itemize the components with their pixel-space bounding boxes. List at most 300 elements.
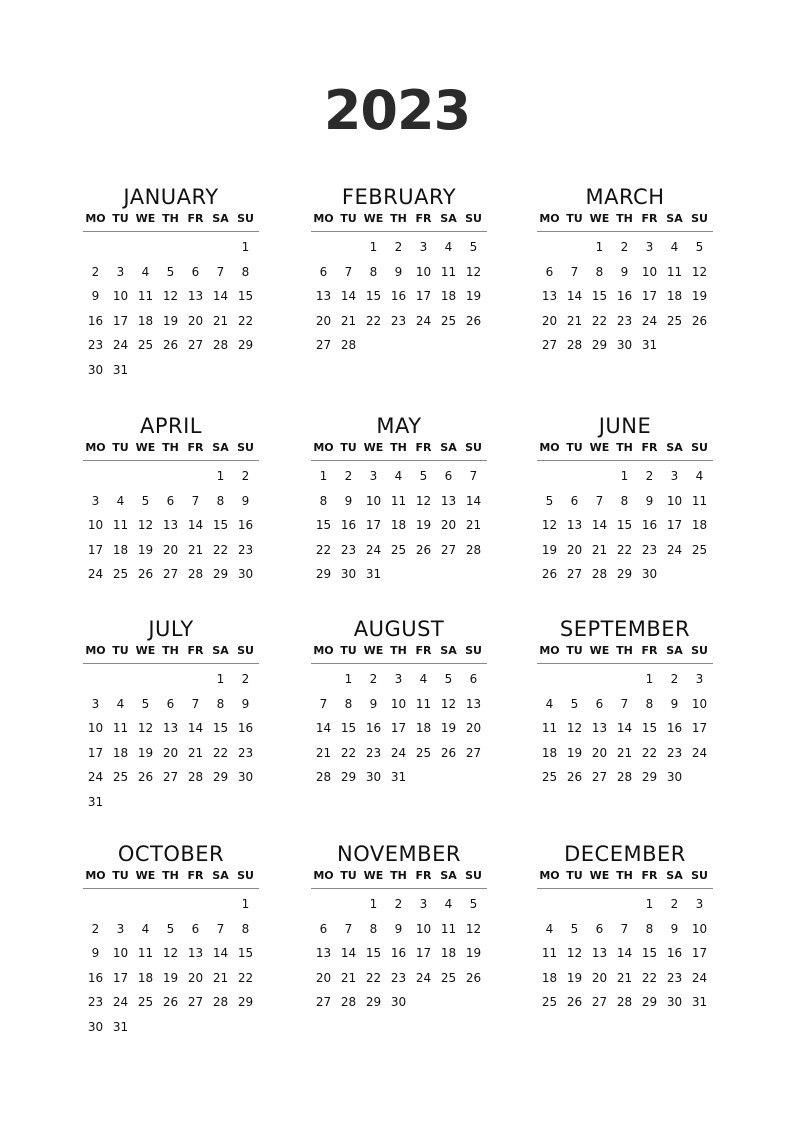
day-cell: 10 [390,696,407,711]
month-grid [537,643,713,803]
day-cell: 30 [340,567,357,582]
day-cell: 23 [666,745,683,760]
day-cell: 29 [212,567,229,582]
day-cell: 24 [87,567,104,582]
day-cell: 15 [591,289,608,304]
weekday-label: FR [415,212,432,225]
day-cell: 19 [137,745,154,760]
day-cell: 24 [691,745,708,760]
day-cell: 6 [319,264,328,279]
day-cell: 15 [237,289,254,304]
month-title: DECEMBER [564,842,686,866]
weekday-label: TU [340,212,357,225]
day-cell: 24 [87,770,104,785]
weekday-label: TH [162,869,179,882]
day-cell: 31 [112,363,129,377]
day-cell: 25 [415,745,432,760]
weekday-label: TU [566,441,583,454]
weekday-label: TU [566,869,583,882]
month-title: MARCH [585,185,665,209]
day-cell: 12 [541,518,558,533]
day-cell: 11 [137,946,154,961]
day-cell: 14 [340,289,357,304]
weekday-label: TU [112,644,129,657]
day-cell: 15 [365,289,382,304]
day-cell: 24 [365,542,382,557]
day-cell: 29 [641,770,658,785]
day-cell: 1 [369,240,378,254]
day-cell: 5 [695,240,704,254]
weekday-divider [537,888,713,889]
day-cell: 13 [315,946,332,961]
day-cell: 11 [415,696,432,711]
weekday-label: SA [212,644,229,657]
day-cell: 29 [616,567,633,582]
day-cell: 10 [641,264,658,279]
day-cell: 22 [237,970,254,985]
day-cell: 22 [315,542,332,557]
day-cell: 22 [616,542,633,557]
day-cell: 13 [162,721,179,736]
day-cell: 24 [666,542,683,557]
month-august [311,615,487,803]
day-cell: 26 [440,745,457,760]
day-cell: 6 [595,696,604,711]
day-cell: 19 [137,542,154,557]
day-cell: 29 [237,338,254,353]
day-cell: 6 [166,493,175,508]
weekday-divider [83,231,259,232]
day-cell: 8 [216,493,225,508]
day-cell: 31 [112,1020,129,1034]
month-grid [311,211,487,371]
day-cell: 20 [541,313,558,328]
day-cell: 2 [394,897,403,911]
weekday-label: WE [135,441,156,454]
day-cell: 30 [666,995,683,1010]
weekday-label: MO [539,212,560,225]
month-grid [83,643,259,809]
day-cell: 4 [116,696,125,711]
day-cell: 22 [212,542,229,557]
day-cell: 16 [390,289,407,304]
month-june [537,412,713,600]
day-cell: 19 [566,745,583,760]
day-cell: 6 [469,672,478,686]
day-cell: 8 [241,264,250,279]
day-cell: 27 [162,770,179,785]
day-cell: 9 [394,264,403,279]
day-cell: 23 [87,338,104,353]
weekday-label: MO [313,869,334,882]
day-cell: 27 [440,542,457,557]
day-cell: 9 [241,493,250,508]
day-cell: 25 [691,542,708,557]
day-cell: 3 [116,921,125,936]
day-cell: 13 [591,946,608,961]
day-cell: 7 [319,696,328,711]
day-cell: 7 [344,921,353,936]
day-cell: 9 [394,921,403,936]
day-cell: 29 [340,770,357,785]
month-april [83,412,259,600]
day-cell: 23 [616,313,633,328]
month-title: NOVEMBER [337,842,461,866]
day-cell: 24 [415,313,432,328]
day-cell: 8 [344,696,353,711]
day-cell: 26 [137,567,154,582]
weekday-divider [537,663,713,664]
day-cell: 27 [591,770,608,785]
weekday-label: WE [363,441,384,454]
day-cell: 21 [187,745,204,760]
day-cell: 16 [616,289,633,304]
day-cell: 2 [91,264,100,279]
day-cell: 17 [112,313,129,328]
weekday-label: FR [641,644,658,657]
month-july [83,615,259,809]
day-cell: 18 [112,745,129,760]
day-cell: 30 [87,363,104,377]
day-cell: 10 [87,518,104,533]
month-title: SEPTEMBER [559,617,691,641]
weekday-label: SU [691,869,708,882]
day-cell: 3 [116,264,125,279]
weekday-label: MO [539,869,560,882]
day-cell: 27 [187,995,204,1010]
day-cell: 15 [365,946,382,961]
day-cell: 6 [191,264,200,279]
day-cell: 12 [440,696,457,711]
day-cell: 23 [237,745,254,760]
day-cell: 17 [415,289,432,304]
day-cell: 20 [187,313,204,328]
day-cell: 13 [541,289,558,304]
day-cell: 18 [415,721,432,736]
day-cell: 5 [570,696,579,711]
day-cell: 3 [91,493,100,508]
day-cell: 15 [315,518,332,533]
day-cell: 22 [591,313,608,328]
day-cell: 7 [595,493,604,508]
weekday-label: SA [666,441,683,454]
day-cell: 14 [212,289,229,304]
day-cell: 14 [591,518,608,533]
month-title: JUNE [598,414,652,438]
day-cell: 17 [390,721,407,736]
day-cell: 21 [616,970,633,985]
weekday-label: SU [465,441,482,454]
day-cell: 29 [591,338,608,353]
weekday-label: SA [666,212,683,225]
day-cell: 6 [570,493,579,508]
day-cell: 6 [595,921,604,936]
weekday-label: SU [691,212,708,225]
weekday-label: TH [390,869,407,882]
day-cell: 19 [440,721,457,736]
day-cell: 7 [570,264,579,279]
day-cell: 15 [616,518,633,533]
day-cell: 14 [212,946,229,961]
day-cell: 4 [141,264,150,279]
weekday-label: SU [237,441,254,454]
day-cell: 20 [162,745,179,760]
day-cell: 3 [645,240,654,254]
weekday-label: SU [465,212,482,225]
day-cell: 26 [415,542,432,557]
day-cell: 8 [319,493,328,508]
day-cell: 8 [595,264,604,279]
day-cell: 21 [566,313,583,328]
month-grid [311,643,487,803]
day-cell: 19 [541,542,558,557]
day-cell: 14 [616,946,633,961]
day-cell: 13 [187,289,204,304]
day-cell: 23 [390,313,407,328]
day-cell: 11 [137,289,154,304]
month-title: JANUARY [123,185,219,209]
day-cell: 10 [112,289,129,304]
day-cell: 30 [616,338,633,353]
day-cell: 9 [91,289,100,304]
day-cell: 16 [390,946,407,961]
weekday-label: TU [566,644,583,657]
day-cell: 15 [340,721,357,736]
day-cell: 15 [237,946,254,961]
day-cell: 25 [137,338,154,353]
day-cell: 16 [87,970,104,985]
month-grid [311,868,487,1028]
weekday-label: MO [539,441,560,454]
day-cell: 23 [87,995,104,1010]
weekday-divider [311,231,487,232]
month-january [83,183,259,377]
day-cell: 11 [666,264,683,279]
day-cell: 8 [369,921,378,936]
month-october [83,840,259,1034]
day-cell: 11 [691,493,708,508]
day-cell: 21 [340,313,357,328]
day-cell: 30 [237,567,254,582]
weekday-divider [83,888,259,889]
weekday-divider [311,888,487,889]
day-cell: 18 [137,313,154,328]
day-cell: 23 [340,542,357,557]
day-cell: 10 [112,946,129,961]
day-cell: 5 [570,921,579,936]
day-cell: 14 [465,493,482,508]
day-cell: 17 [415,946,432,961]
day-cell: 28 [616,995,633,1010]
day-cell: 1 [595,240,604,254]
day-cell: 30 [390,995,407,1010]
weekday-label: SA [440,441,457,454]
day-cell: 15 [212,518,229,533]
weekday-label: FR [187,441,204,454]
day-cell: 4 [444,240,453,254]
month-grid [537,211,713,371]
day-cell: 23 [390,970,407,985]
weekday-label: TU [112,441,129,454]
day-cell: 5 [444,672,453,686]
day-cell: 2 [670,672,679,686]
day-cell: 26 [566,995,583,1010]
weekday-label: TU [112,212,129,225]
day-cell: 10 [87,721,104,736]
day-cell: 18 [112,542,129,557]
weekday-label: SA [440,869,457,882]
day-cell: 25 [541,770,558,785]
day-cell: 25 [541,995,558,1010]
month-february [311,183,487,371]
day-cell: 9 [645,493,654,508]
day-cell: 13 [315,289,332,304]
day-cell: 20 [187,970,204,985]
weekday-label: WE [363,212,384,225]
day-cell: 22 [340,745,357,760]
day-cell: 12 [465,921,482,936]
day-cell: 13 [440,493,457,508]
day-cell: 30 [87,1020,104,1034]
weekday-label: TU [340,644,357,657]
day-cell: 18 [666,289,683,304]
day-cell: 2 [670,897,679,911]
day-cell: 30 [365,770,382,785]
weekday-divider [311,663,487,664]
day-cell: 27 [315,338,332,353]
day-cell: 31 [390,770,407,785]
day-cell: 11 [390,493,407,508]
weekday-label: WE [589,869,610,882]
weekday-label: MO [313,212,334,225]
month-title: AUGUST [353,617,445,641]
day-cell: 28 [465,542,482,557]
day-cell: 13 [162,518,179,533]
day-cell: 28 [566,338,583,353]
day-cell: 23 [237,542,254,557]
weekday-label: SU [691,644,708,657]
day-cell: 16 [666,946,683,961]
day-cell: 31 [691,995,708,1010]
day-cell: 21 [187,542,204,557]
day-cell: 27 [465,745,482,760]
day-cell: 4 [116,493,125,508]
day-cell: 25 [666,313,683,328]
day-cell: 16 [666,721,683,736]
day-cell: 13 [566,518,583,533]
day-cell: 26 [566,770,583,785]
day-cell: 28 [315,770,332,785]
weekday-label: MO [85,441,106,454]
day-cell: 1 [216,672,225,686]
day-cell: 18 [691,518,708,533]
day-cell: 18 [137,970,154,985]
day-cell: 22 [365,970,382,985]
weekday-label: TH [616,869,633,882]
day-cell: 16 [641,518,658,533]
day-cell: 26 [162,338,179,353]
day-cell: 28 [340,338,357,353]
year-title: 2023 [323,79,471,142]
weekday-label: FR [415,644,432,657]
day-cell: 1 [241,240,250,254]
day-cell: 7 [216,921,225,936]
day-cell: 27 [187,338,204,353]
weekday-label: WE [589,644,610,657]
day-cell: 20 [465,721,482,736]
day-cell: 8 [620,493,629,508]
day-cell: 8 [241,921,250,936]
weekday-label: FR [641,212,658,225]
day-cell: 29 [641,995,658,1010]
weekday-label: SA [440,644,457,657]
day-cell: 13 [591,721,608,736]
weekday-label: SU [237,212,254,225]
day-cell: 20 [440,518,457,533]
day-cell: 19 [415,518,432,533]
day-cell: 12 [465,264,482,279]
day-cell: 20 [566,542,583,557]
weekday-label: SA [440,212,457,225]
day-cell: 25 [440,970,457,985]
day-cell: 12 [137,518,154,533]
day-cell: 16 [365,721,382,736]
weekday-label: TH [162,441,179,454]
day-cell: 27 [541,338,558,353]
day-cell: 6 [319,921,328,936]
weekday-label: TU [340,869,357,882]
weekday-label: SU [465,644,482,657]
day-cell: 1 [620,469,629,483]
day-cell: 5 [141,493,150,508]
day-cell: 4 [545,921,554,936]
day-cell: 22 [365,313,382,328]
weekday-divider [83,460,259,461]
day-cell: 18 [541,745,558,760]
day-cell: 29 [237,995,254,1010]
day-cell: 18 [390,518,407,533]
day-cell: 11 [112,721,129,736]
day-cell: 18 [440,946,457,961]
day-cell: 25 [390,542,407,557]
month-december [537,840,713,1028]
day-cell: 7 [191,696,200,711]
day-cell: 16 [340,518,357,533]
day-cell: 24 [641,313,658,328]
weekday-label: MO [85,869,106,882]
day-cell: 17 [87,542,104,557]
day-cell: 13 [187,946,204,961]
day-cell: 21 [616,745,633,760]
day-cell: 5 [166,921,175,936]
day-cell: 3 [394,672,403,686]
month-title: JULY [148,617,194,641]
day-cell: 2 [91,921,100,936]
day-cell: 17 [365,518,382,533]
weekday-label: TU [340,441,357,454]
day-cell: 2 [645,469,654,483]
day-cell: 10 [691,921,708,936]
day-cell: 19 [691,289,708,304]
day-cell: 14 [315,721,332,736]
month-grid [83,440,259,600]
day-cell: 27 [162,567,179,582]
day-cell: 1 [645,672,654,686]
day-cell: 9 [344,493,353,508]
weekday-label: TH [390,212,407,225]
month-grid [83,211,259,377]
day-cell: 3 [419,897,428,911]
